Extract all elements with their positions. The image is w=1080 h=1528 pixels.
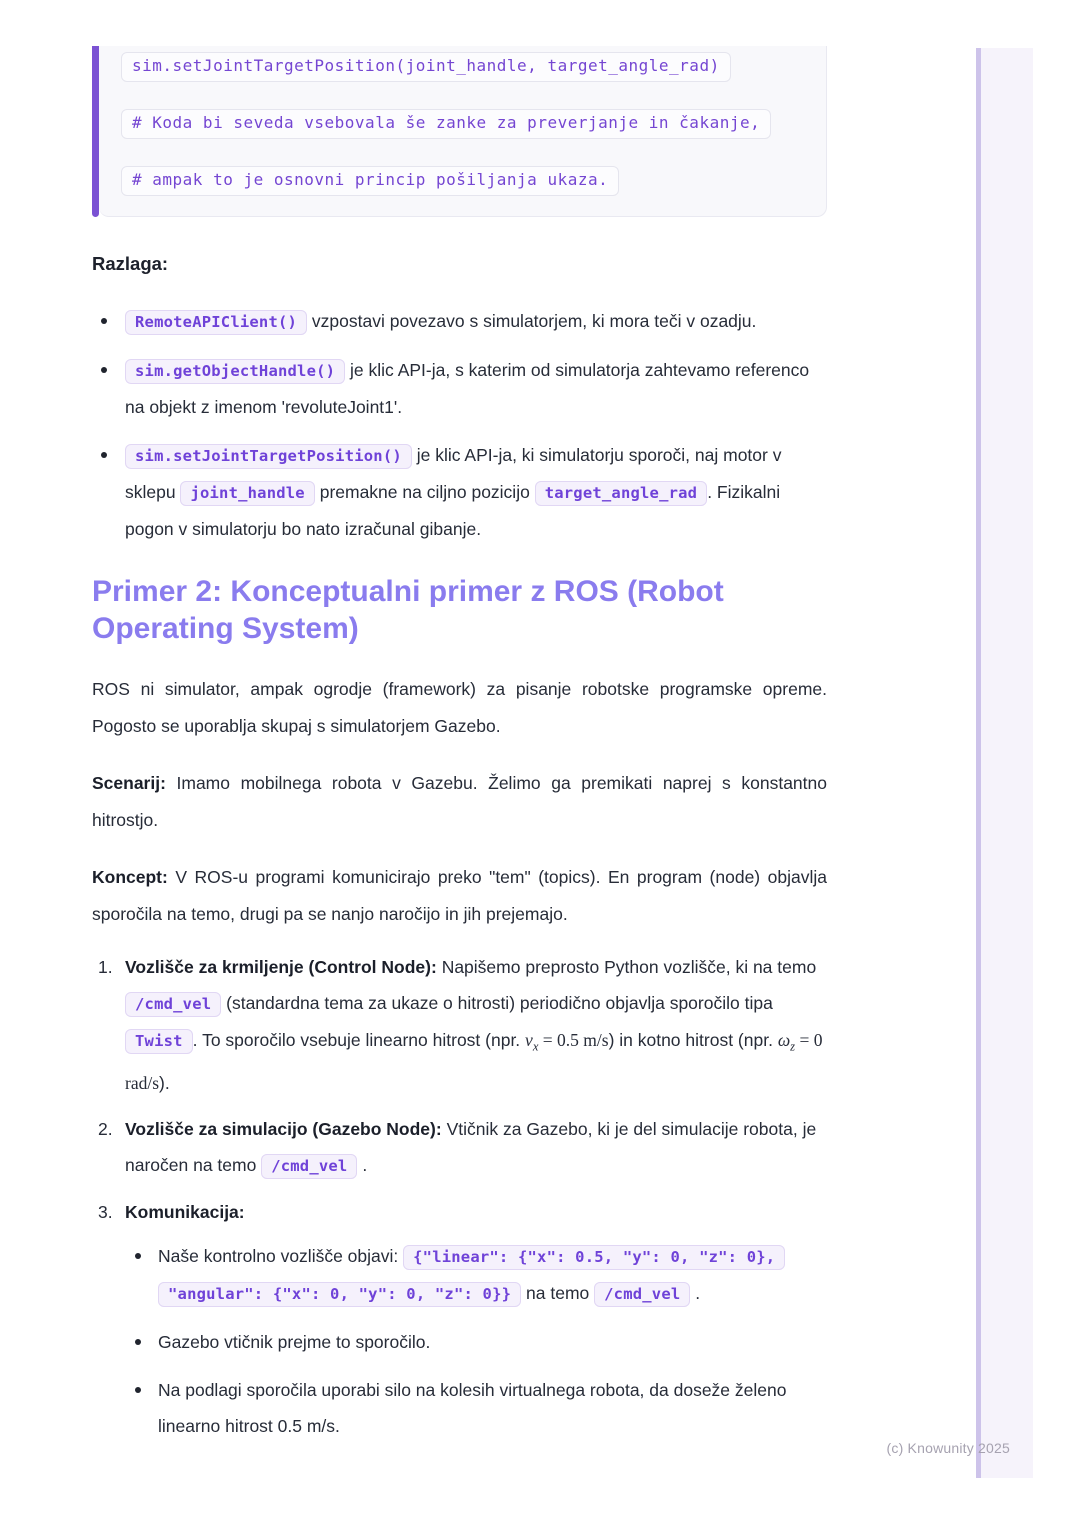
list-item	[92, 437, 827, 547]
razlaga-list	[92, 303, 827, 547]
bullet-dot	[101, 318, 107, 324]
code-block-body	[99, 46, 827, 217]
watermark: (c) Knowunity 2025	[886, 1440, 1010, 1456]
razlaga-heading: Razlaga:	[92, 253, 169, 274]
list-item	[92, 352, 827, 425]
steps-list	[92, 949, 827, 1444]
step-text: Vozlišče za simulacijo (Gazebo Node): Vtičnik za Gazebo, ki je del simulacije robota, je naročen na temo /cmd_vel .	[125, 1119, 816, 1175]
step-number: 2.	[98, 1118, 113, 1139]
paragraph-scenarij: Scenarij: Imamo mobilnega robota v Gazebu. Želimo ga premikati naprej s konstantno hitrostjo.	[92, 773, 827, 830]
step-item	[92, 1194, 827, 1444]
code-line	[121, 52, 810, 82]
sub-list-item-text: Gazebo vtičnik prejme to sporočilo.	[158, 1331, 431, 1352]
step-item	[92, 1111, 827, 1184]
paragraph-intro: ROS ni simulator, ampak ogrodje (framework) za pisanje robotske programske opreme. Pogosto se uporablja skupaj s simulatorjem Gazebo.	[92, 679, 827, 736]
bullet-dot	[135, 1387, 141, 1393]
code-line-text: # ampak to je osnovni princip pošiljanja ukaza.	[121, 166, 619, 196]
code-block-accent-bar	[92, 46, 99, 217]
list-item	[92, 303, 827, 340]
bullet-dot	[101, 367, 107, 373]
section-heading: Primer 2: Konceptualni primer z ROS (Robot Operating System)	[92, 575, 724, 645]
bullet-dot	[135, 1253, 141, 1259]
list-item-text: sim.getObjectHandle() je klic API-ja, s katerim od simulatorja zahtevamo referenco na objekt z imenom 'revoluteJoint1'.	[125, 360, 810, 417]
sub-list-item	[125, 1238, 827, 1312]
code-block	[92, 46, 827, 217]
page-edge-band	[976, 48, 1033, 1478]
paragraph-koncept: Koncept: V ROS-u programi komunicirajo preko "tem" (topics). En program (node) objavlja sporočila na temo, drugi pa se nanjo naročijo in jih prejemajo.	[92, 867, 827, 924]
step-number: 3.	[98, 1201, 113, 1222]
list-item-text: RemoteAPIClient() vzpostavi povezavo s simulatorjem, ki mora teči v ozadju.	[125, 311, 756, 331]
communication-sublist	[125, 1238, 827, 1444]
content-column	[92, 46, 827, 1456]
step-text: Komunikacija:	[125, 1201, 245, 1222]
list-item-text: sim.setJointTargetPosition() je klic API-ja, ki simulatorju sporoči, naj motor v sklepu joint_handle premakne na ciljno pozicijo target_angle_rad . Fizikalni pogon v simulatorju bo nato izračunal gibanje.	[125, 445, 782, 539]
sub-list-item-text: Naše kontrolno vozlišče objavi: {"linear": {"x": 0.5, "y": 0, "z": 0}, "angular": {"x": 0, "y": 0, "z": 0}} na temo /cmd_vel .	[158, 1246, 785, 1303]
code-line	[121, 109, 810, 139]
sub-list-item	[125, 1372, 827, 1444]
step-text: Vozlišče za krmiljenje (Control Node): Napišemo preprosto Python vozlišče, ki na temo /cmd_vel (standardna tema za ukaze o hitrosti) periodično objavlja sporočilo tipa Twist . To sporočilo vsebuje linearno hitrost (npr. $v_x = 0.5$ m/s) in kotno hitrost (npr. $\omega_z = 0$ rad/s).	[125, 957, 823, 1093]
bullet-dot	[135, 1339, 141, 1345]
step-number: 1.	[98, 957, 113, 977]
code-line-text: # Koda bi seveda vsebovala še zanke za preverjanje in čakanje,	[121, 109, 771, 139]
code-line	[121, 166, 810, 196]
code-line-text: sim.setJointTargetPosition(joint_handle, target_angle_rad)	[121, 52, 731, 82]
step-item	[92, 949, 827, 1101]
bullet-dot	[101, 452, 107, 458]
sub-list-item	[125, 1324, 827, 1360]
sub-list-item-text: Na podlagi sporočila uporabi silo na kolesih virtualnega robota, da doseže želeno linearno hitrost 0.5 m/s.	[158, 1379, 787, 1436]
